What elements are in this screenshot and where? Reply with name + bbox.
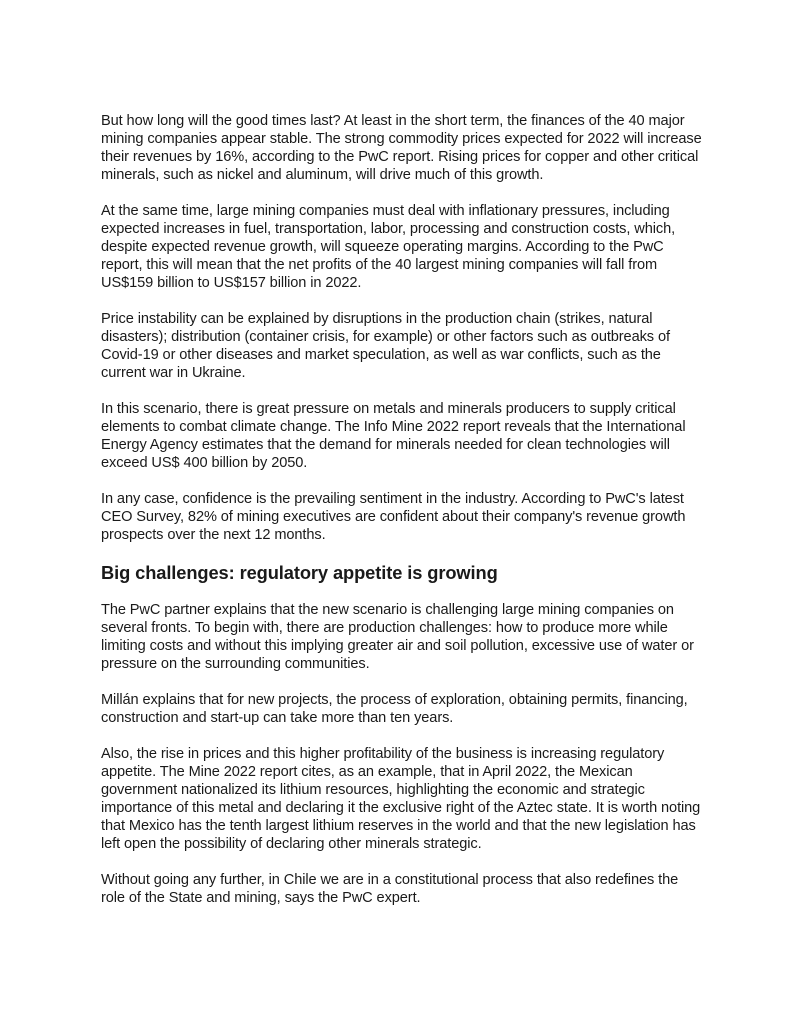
- paragraph-good-times: But how long will the good times last? At least in the short term, the finances of the 40 major mining companies appear stable. The strong commodity prices expected for 2022 will increase their revenues by 16%, according to the PwC report. Rising prices for copper and other critical minerals, such as nickel and aluminum, will drive much of this growth.: [101, 113, 702, 183]
- section-heading: Big challenges: regulatory appetite is growing: [101, 562, 498, 583]
- paragraph-project-timeline: Millán explains that for new projects, the process of exploration, obtaining permits, financing, construction and start-up can take more than ten years.: [101, 692, 688, 726]
- paragraph-regulatory-appetite: Also, the rise in prices and this higher profitability of the business is increasing regulatory appetite. The Mine 2022 report cites, as an example, that in April 2022, the Mexican government nationalized its lithium resources, highlighting the economic and strategic importance of this metal and declaring it the exclusive right of the Aztec state. It is worth noting that Mexico has the tenth largest lithium reserves in the world and that the new legislation has left open the possibility of declaring other minerals strategic.: [101, 746, 701, 852]
- paragraph-chile-constitution: Without going any further, in Chile we are in a constitutional process that also redefines the role of the State and mining, says the PwC expert.: [101, 872, 679, 906]
- document-page: [101, 112, 705, 925]
- paragraph-confidence: In any case, confidence is the prevailing sentiment in the industry. According to PwC's latest CEO Survey, 82% of mining executives are confident about their company's revenue growth prospects over the next 12 months.: [101, 491, 686, 543]
- paragraph-climate-pressure: In this scenario, there is great pressure on metals and minerals producers to supply critical elements to combat climate change. The Info Mine 2022 report reveals that the International Energy Agency estimates that the demand for minerals needed for clean technologies will exceed US$ 400 billion by 2050.: [101, 401, 686, 471]
- paragraph-price-instability: Price instability can be explained by disruptions in the production chain (strikes, natural disasters); distribution (container crisis, for example) or other factors such as outbreaks of Covid-19 or other diseases and market speculation, as well as war conflicts, such as the current war in Ukraine.: [101, 311, 670, 381]
- paragraph-production-challenges: The PwC partner explains that the new scenario is challenging large mining companies on several fronts. To begin with, there are production challenges: how to produce more while limiting costs and without this implying greater air and soil pollution, excessive use of water or pressure on the surrounding communities.: [101, 602, 694, 672]
- paragraph-inflation: At the same time, large mining companies must deal with inflationary pressures, including expected increases in fuel, transportation, labor, processing and construction costs, which, despite expected revenue growth, will squeeze operating margins. According to the PwC report, this will mean that the net profits of the 40 largest mining companies will fall from US$159 billion to US$157 billion in 2022.: [101, 203, 676, 291]
